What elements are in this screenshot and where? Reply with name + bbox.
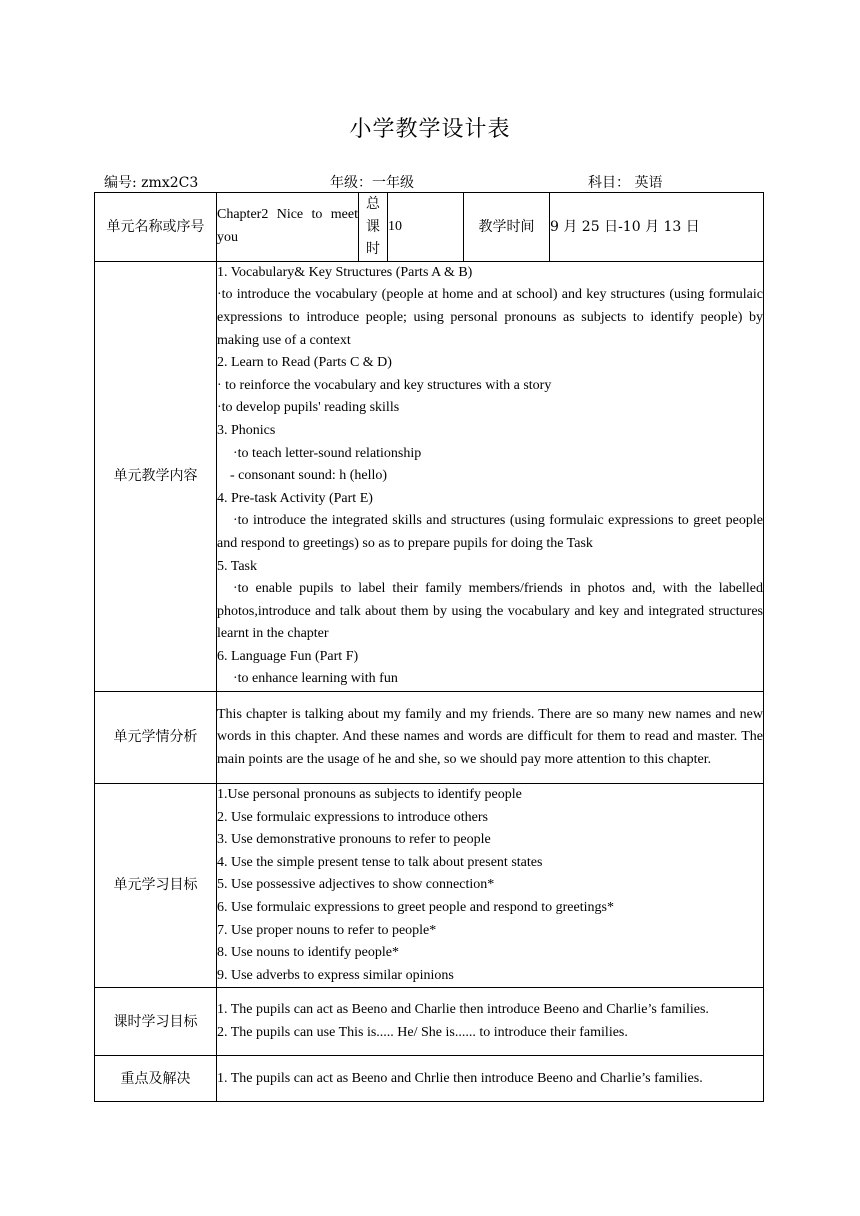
key-points-row [95, 1056, 764, 1102]
content-line: ·to introduce the vocabulary (people at home and at school) and key structures (using formulaic expressions to introduce people; using personal pronouns as subjects to identify people) by making use of a context [217, 287, 763, 348]
lesson-goals-body [217, 988, 764, 1056]
page-title: 小学教学设计表 [349, 117, 511, 142]
content-line: · to reinforce the vocabulary and key structures with a story [217, 377, 552, 393]
goal-item: 4. Use the simple present tense to talk about present states [217, 854, 543, 870]
goal-item: 6. Use formulaic expressions to greet people and respond to greetings* [217, 900, 614, 916]
goal-item: 2. Use formulaic expressions to introduce others [217, 809, 488, 825]
content-line: ·to enable pupils to label their family members/friends in photos and, with the labelled photos,introduce and talk about them by using the vocabulary and key and integrated structures learnt in the chapter [217, 581, 763, 642]
lesson-goals-label: 课时学习目标 [95, 988, 217, 1056]
goals-label: 单元学习目标 [95, 784, 217, 988]
content-row [95, 261, 764, 691]
content-line: 1. Vocabulary& Key Structures (Parts A & B) [217, 264, 473, 280]
lesson-design-table [94, 192, 764, 1102]
goals-row [95, 784, 764, 988]
content-line: 3. Phonics [217, 422, 276, 438]
content-line: 6. Language Fun (Part F) [217, 648, 359, 664]
teaching-time-label: 教学时间 [464, 193, 550, 262]
content-line: ·to enhance learning with fun [233, 671, 398, 687]
content-line: 5. Task [217, 558, 257, 574]
content-line: ·to teach letter-sound relationship [233, 445, 422, 461]
lesson-goal-item: 2. The pupils can use This is..... He/ She is...... to introduce their families. [217, 1024, 628, 1040]
goal-item: 3. Use demonstrative pronouns to refer to people [217, 832, 491, 848]
goal-item: 7. Use proper nouns to refer to people* [217, 922, 437, 938]
goal-item: 5. Use possessive adjectives to show connection* [217, 877, 495, 893]
content-body [217, 261, 764, 691]
key-points-label: 重点及解决 [95, 1056, 217, 1102]
grade-label: 年级：一年级 [330, 175, 414, 191]
key-points-body [217, 1056, 764, 1102]
goal-item: 9. Use adverbs to express similar opinions [217, 967, 454, 983]
header-row [95, 193, 764, 262]
goals-body [217, 784, 764, 988]
key-point-item: 1. The pupils can act as Beeno and Chrlie then introduce Beeno and Charlie’s families. [217, 1070, 703, 1086]
teaching-time-value: 9 月 25 日-10 月 13 日 [550, 193, 764, 262]
content-line: ·to develop pupils' reading skills [217, 400, 400, 416]
total-hours-label: 总 课 时 [359, 193, 388, 262]
content-line: 4. Pre-task Activity (Part E) [217, 490, 373, 506]
subject-label: 科目： 英语 [588, 175, 663, 191]
lesson-goal-item: 1. The pupils can act as Beeno and Charlie then introduce Beeno and Charlie’s families. [217, 1002, 709, 1018]
goal-item: 8. Use nouns to identify people* [217, 945, 399, 961]
unit-name: Chapter2 Nice to meet you [217, 193, 359, 262]
content-line: - consonant sound: h (hello) [230, 468, 388, 484]
content-line: 2. Learn to Read (Parts C & D) [217, 355, 392, 371]
analysis-text: This chapter is talking about my family and my friends. There are so many new names and new words in this chapter. And these names and words are difficult for them to read and master. The main points are the usage of he and she, so we should pay more attention to this chapter. [217, 692, 764, 784]
analysis-row [95, 692, 764, 784]
goal-item: 1.Use personal pronouns as subjects to identify people [217, 787, 522, 803]
lesson-goals-row [95, 988, 764, 1056]
content-line: ·to introduce the integrated skills and structures (using formulaic expressions to greet people and respond to greetings) so as to prepare pupils for doing the Task [217, 513, 763, 551]
unit-label: 单元名称或序号 [95, 193, 217, 262]
code-label: 编号: zmx2C3 [104, 175, 199, 191]
content-label: 单元教学内容 [95, 261, 217, 691]
analysis-label: 单元学情分析 [95, 692, 217, 784]
total-hours-value: 10 [388, 193, 464, 262]
